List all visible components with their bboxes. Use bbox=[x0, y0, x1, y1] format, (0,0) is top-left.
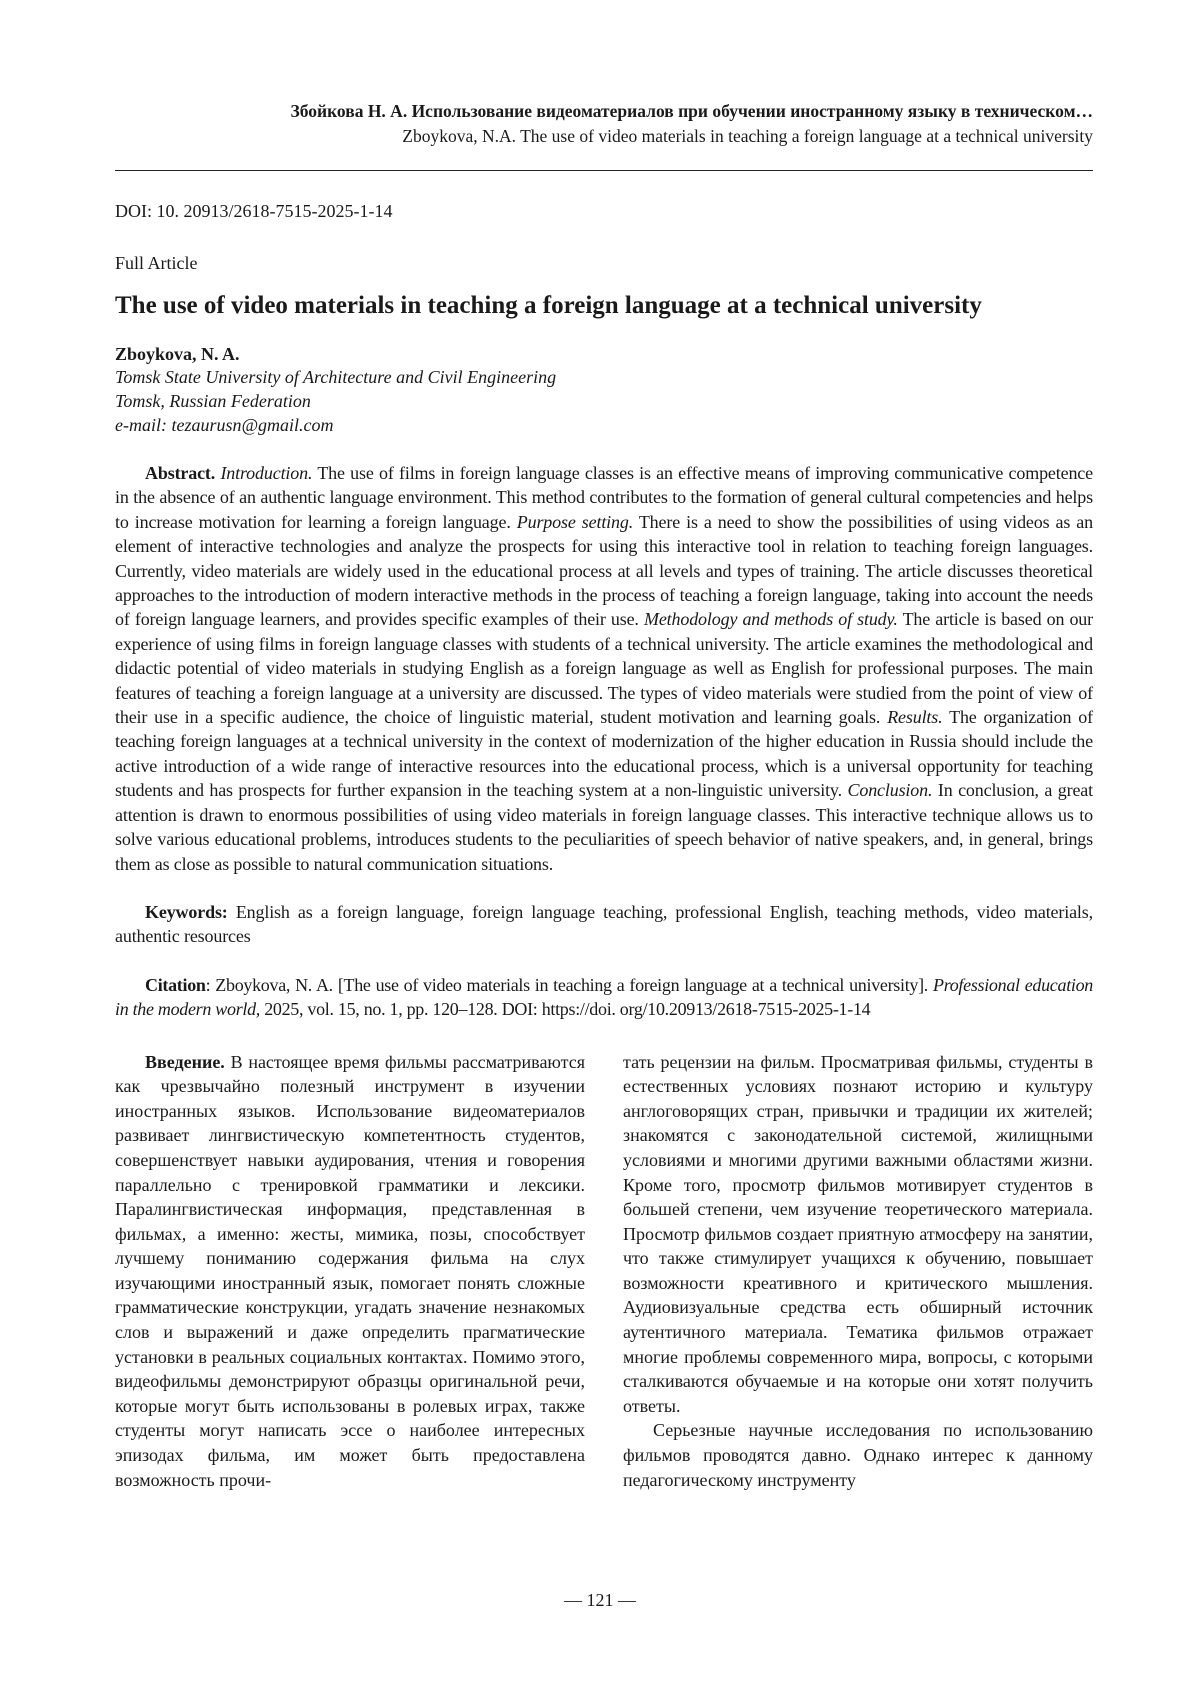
running-header bbox=[115, 98, 1093, 148]
running-header-ru: Збойкова Н. А. Использование видеоматериалов при обучении иностранному языку в техническом… bbox=[290, 101, 1093, 121]
article-title: The use of video materials in teaching a foreign language at a technical university bbox=[115, 292, 982, 319]
abstract-purpose-text: There is a need to show the possibilities of using videos as an element of interactive technologies and analyze the prospects for using this interactive tool in relation to teaching foreign languages. Currently, video materials are widely used in the educational process at all levels and types of training. The article discusses theoretical approaches to the introduction of modern interactive methods in the process of teaching a foreign language, taking into account the needs of foreign language learners, and provides specific examples of their use. bbox=[115, 511, 1093, 630]
header-divider bbox=[115, 170, 1093, 171]
citation-text: : Zboykova, N. A. [The use of video materials in teaching a foreign language at a technical university]. bbox=[205, 974, 928, 995]
page-number: — 121 — bbox=[564, 1590, 636, 1610]
body-column-left bbox=[115, 1050, 585, 1493]
abstract-methods-label: Methodology and methods of study. bbox=[643, 609, 898, 630]
citation bbox=[115, 973, 1093, 1022]
citation-journal: Professional education in the modern world, bbox=[115, 974, 1093, 1020]
abstract-conclusion-label: Conclusion. bbox=[847, 780, 933, 801]
abstract-purpose-label: Purpose setting. bbox=[516, 511, 634, 532]
abstract-methods-text: The article is based on our experience of using films in foreign language classes with students of a technical university. The article examines the methodological and didactic potential of video materials in studying English as a foreign language as well as English for professional purposes. The main features of teaching a foreign language at a university are discussed. The types of video materials were studied from the point of view of their use in a specific audience, the choice of linguistic material, student motivation and learning goals. bbox=[115, 609, 1094, 728]
page bbox=[115, 98, 1093, 1492]
author-email: e-mail: tezaurusn@gmail.com bbox=[115, 415, 334, 435]
keywords-label: Keywords: bbox=[145, 901, 228, 922]
abstract-results-text: The organization of teaching foreign languages at a technical university in the context of modernization of the higher education in Russia should include the active introduction of a wide range of interactive resources into the educational process, which is a universal opportunity for teaching students and has prospects for further expansion in the teaching system at a non-linguistic university. bbox=[115, 707, 1094, 801]
body-paragraph: тать рецензии на фильм. Просматривая фильмы, студенты в естественных условиях познают историю и культуру англоговорящих стран, привычки и традиции их жителей; знакомятся с законодательной системой, жилищными условиями и многими другими важными областями жизни. Кроме того, просмотр фильмов мотивирует студентов в большей степени, чем изучение теоретического материала. Просмотр фильмов создает приятную атмосферу на занятии, что также стимулирует учащихся к обучению, повышает возможности креативного и критического мышления. Аудиовизуальные средства есть обширный источник аутентичного материала. Тематика фильмов отражает многие проблемы современного мира, вопросы, с которыми сталкиваются обучаемые и на которые они хотят получить ответы. bbox=[623, 1051, 1093, 1416]
keywords-text: English as a foreign language, foreign language teaching, professional English, teaching methods, video materials, authentic resources bbox=[115, 901, 1093, 947]
body-column-right bbox=[623, 1050, 1093, 1493]
body-paragraph: Серьезные научные исследования по использованию фильмов проводятся давно. Однако интерес к данному педагогическому инструменту bbox=[623, 1420, 1093, 1490]
abstract-intro-label: Introduction. bbox=[220, 463, 313, 483]
abstract-results-label: Results. bbox=[887, 707, 943, 728]
body-text: В настоящее время фильмы рассматриваются как чрезвычайно полезный инструмент в изучении иностранных языков. Использование видеоматериалов развивает лингвистическую компетентность студентов, совершенствует навыки аудирования, чтения и говорения параллельно с тренировкой грамматики и лексики. Паралингвистическая информация, представленная в фильмах, а именно: жесты, мимика, позы, способствует лучшему пониманию содержания фильма на слух изучающими иностранный язык, помогает понять сложные грамматические конструкции, угадать значение незнакомых слов и выражений и даже определить прагматические установки в реальных социальных контактах. Помимо этого, видеофильмы демонстрируют образцы оригинальной речи, которые могут быть использованы в ролевых играх, также студенты могут написать эссе о наиболее интересных эпизодах фильма, им может быть предоставлена возможность прочи- bbox=[115, 1051, 585, 1490]
author-institution: Tomsk State University of Architecture and Civil Engineering bbox=[115, 367, 557, 387]
abstract-intro-text: The use of films in foreign language classes is an effective means of improving communicative competence in the absence of an authentic language environment. This method contributes to the formation of general cultural competencies and helps to increase motivation for learning a foreign language. bbox=[115, 463, 1093, 532]
author-location: Tomsk, Russian Federation bbox=[115, 391, 311, 411]
keywords bbox=[115, 900, 1093, 949]
abstract-conclusion-text: In conclusion, a great attention is drawn to enormous possibilities of using video materials in foreign language classes. This interactive technique allows us to solve various educational problems, introduces students to the peculiarities of speech behavior of native speakers, and, in general, brings them as close as possible to natural communication situations. bbox=[115, 780, 1093, 874]
citation-details: 2025, vol. 15, no. 1, pp. 120–128. DOI: https://doi. org/10.20913/2618-7515-2025-1-14 bbox=[264, 999, 871, 1020]
doi: DOI: 10. 20913/2618-7515-2025-1-14 bbox=[115, 201, 393, 221]
abstract bbox=[115, 461, 1093, 876]
author-name: Zboykova, N. A. bbox=[115, 344, 240, 364]
body-paragraph bbox=[115, 1050, 585, 1493]
intro-heading: Введение. bbox=[145, 1051, 225, 1072]
body-columns bbox=[115, 1050, 1093, 1493]
citation-label: Citation bbox=[145, 974, 206, 995]
running-header-en: Zboykova, N.A. The use of video materials in teaching a foreign language at a technical university bbox=[402, 126, 1093, 146]
article-type: Full Article bbox=[115, 253, 198, 273]
abstract-label: Abstract. bbox=[145, 463, 216, 483]
